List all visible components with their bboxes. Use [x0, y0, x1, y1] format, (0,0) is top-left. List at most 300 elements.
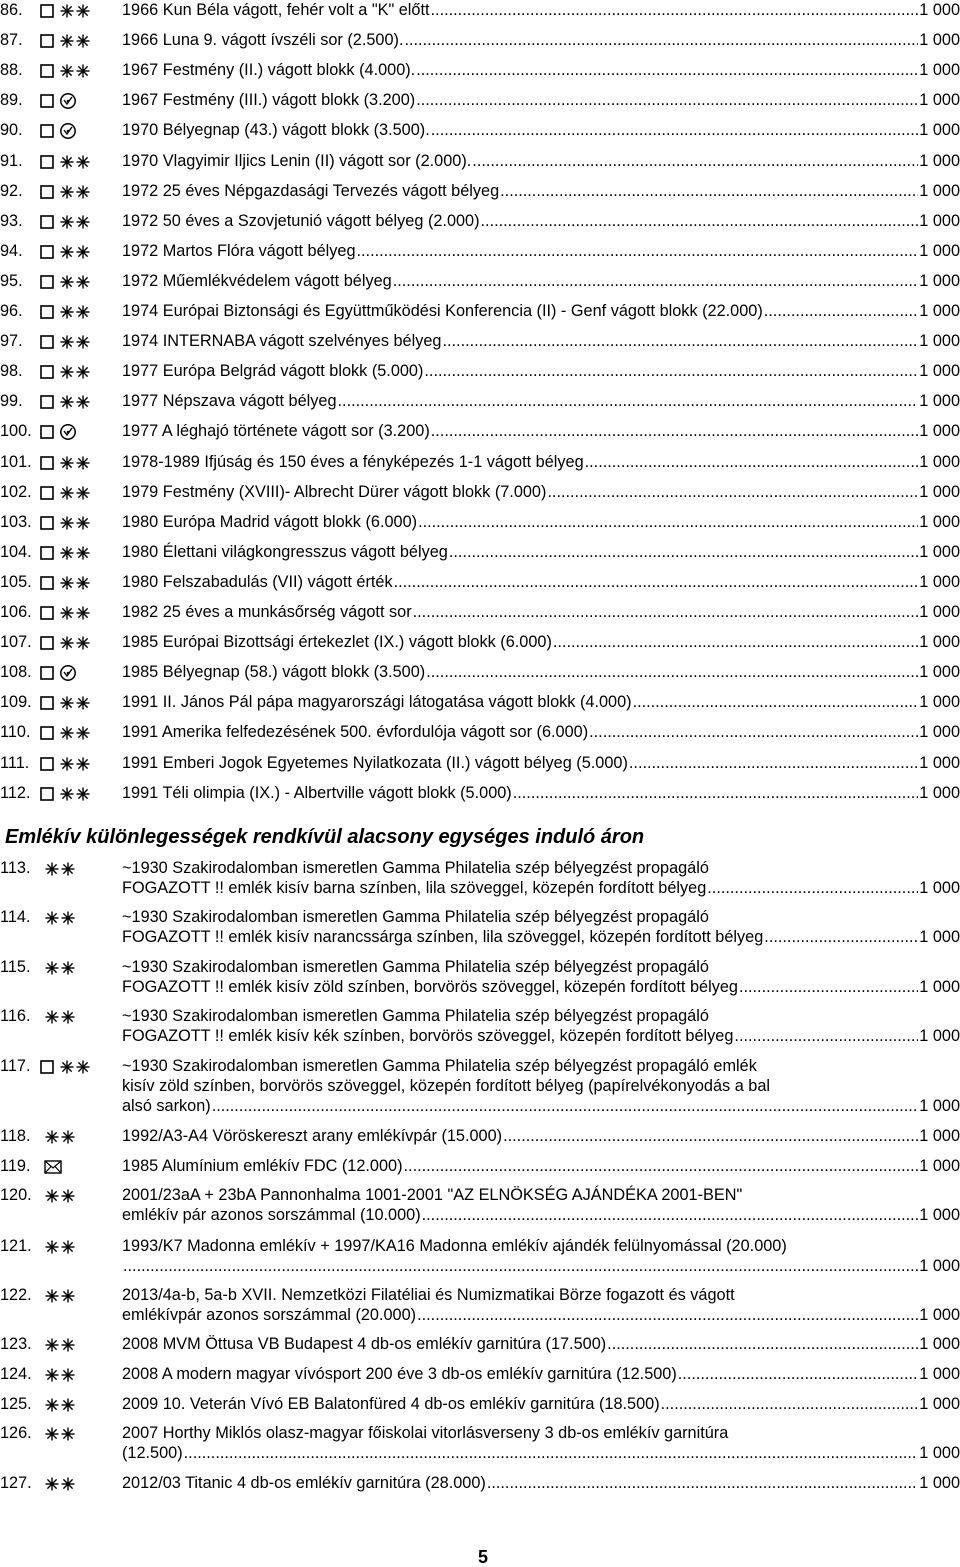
lot-price: 1 000 — [919, 453, 960, 471]
dot-leader — [426, 662, 918, 682]
lot-price: 1 000 — [919, 754, 960, 772]
lot-description-line: emlékív pár azonos sorszámmal (10.000) — [122, 1206, 421, 1224]
lot-price: 1 000 — [919, 422, 960, 440]
lot-description — [122, 1006, 960, 1046]
lot-number: 96. — [0, 302, 23, 320]
dot-leader — [547, 482, 918, 502]
lot-icons — [44, 1397, 78, 1413]
lot-description-line: 1978-1989 Ifjúság és 150 éves a fényképezés 1-1 vágott bélyeg — [122, 453, 584, 471]
lot-number: 102. — [0, 483, 32, 501]
lot-icons — [40, 695, 93, 711]
lot-icons — [44, 910, 78, 926]
lot-description — [122, 331, 960, 351]
cancelled-icon — [59, 122, 77, 140]
lot-price: 1 000 — [919, 242, 960, 260]
dot-leader — [184, 1443, 919, 1463]
dot-leader — [417, 1305, 918, 1325]
lot-price: 1 000 — [919, 543, 960, 561]
box-icon — [40, 245, 54, 259]
envelope-icon — [44, 1160, 62, 1174]
lot-description-line: 1993/K7 Madonna emlékív + 1997/KA16 Madonna emlékív ajándék felülnyomással (20.000) — [122, 1237, 787, 1255]
lot-price: 1 000 — [919, 603, 960, 621]
lot-price: 1 000 — [919, 91, 960, 109]
lot-description-line: 1972 Műemlékvédelem vágott bélyeg — [122, 272, 392, 290]
lot-description-line: 1985 Alumínium emlékív FDC (12.000) — [122, 1157, 403, 1175]
lot-icons — [40, 93, 77, 109]
dot-leader — [513, 783, 919, 803]
lot-description — [122, 783, 960, 803]
lot-icons — [44, 1188, 78, 1204]
mint-icon — [59, 304, 93, 320]
box-icon — [40, 335, 54, 349]
lot-icons — [40, 756, 93, 772]
mint-icon — [44, 910, 78, 926]
lot-description — [122, 572, 960, 592]
lot-icons — [40, 184, 93, 200]
lot-icons — [44, 1129, 78, 1145]
lot-price: 1 000 — [919, 513, 960, 531]
lot-icons — [40, 635, 93, 651]
mint-icon — [44, 1129, 78, 1145]
lot-number: 109. — [0, 693, 32, 711]
lot-description-line: 2013/4a-b, 5a-b XVII. Nemzetközi Filatéliai és Numizmatikai Börze fogazott és vágott — [122, 1286, 735, 1304]
lot-price: 1 000 — [919, 332, 960, 350]
lot-icons — [44, 1426, 78, 1442]
lot-price: 1 000 — [919, 784, 960, 802]
box-icon — [40, 215, 54, 229]
box-icon — [40, 155, 54, 169]
lot-price: 1 000 — [919, 61, 960, 79]
lot-description — [122, 1394, 960, 1414]
mint-icon — [59, 63, 93, 79]
lot-icons — [40, 455, 93, 471]
lot-description-line: 1979 Festmény (XVIII)- Albrecht Dürer vágott blokk (7.000) — [122, 483, 547, 501]
dot-leader — [585, 452, 919, 472]
lot-icons — [40, 33, 93, 49]
lot-number: 86. — [0, 1, 23, 19]
lot-description — [122, 482, 960, 502]
lot-price: 1 000 — [919, 1257, 960, 1275]
lot-icons — [40, 214, 93, 230]
box-icon — [40, 395, 54, 409]
lot-icons — [40, 274, 93, 290]
lot-description-line: 1970 Vlagyimir Iljics Lenin (II) vágott sor (2.000). — [122, 152, 472, 170]
mint-icon — [44, 1239, 78, 1255]
lot-description — [122, 0, 960, 20]
mint-icon — [59, 515, 93, 531]
lot-icons — [44, 1288, 78, 1304]
lot-description — [122, 632, 960, 652]
lot-number: 93. — [0, 212, 23, 230]
lot-description-line: 2012/03 Titanic 4 db-os emlékív garnitúra (28.000) — [122, 1474, 486, 1492]
lot-number: 113. — [0, 859, 31, 877]
lot-number: 91. — [0, 152, 23, 170]
lot-price: 1 000 — [919, 483, 960, 501]
dot-leader — [707, 878, 918, 898]
lot-icons — [40, 244, 93, 260]
lot-description — [122, 271, 960, 291]
dot-leader — [422, 1205, 919, 1225]
mint-icon — [59, 334, 93, 350]
lot-number: 89. — [0, 91, 23, 109]
lot-description-line: 2008 A modern magyar vívósport 200 éve 3 db-os emlékív garnitúra (12.500) — [122, 1365, 677, 1383]
mint-icon — [59, 485, 93, 501]
lot-description-line: 1980 Európa Madrid vágott blokk (6.000) — [122, 513, 418, 531]
lot-description-line: 1991 Emberi Jogok Egyetemes Nyilatkozata (II.) vágott bélyeg (5.000) — [122, 754, 628, 772]
lot-description-line: 2009 10. Veterán Vívó EB Balatonfüred 4 db-os emlékív garnitúra (18.500) — [122, 1395, 660, 1413]
lot-description-line: ~1930 Szakirodalomban ismeretlen Gamma Philatelia szép bélyegzést propagáló — [122, 958, 709, 976]
dot-leader — [413, 602, 919, 622]
lot-icons — [44, 1239, 78, 1255]
lot-description-line: ~1930 Szakirodalomban ismeretlen Gamma Philatelia szép bélyegzést propagáló — [122, 859, 709, 877]
lot-description-line: 1991 Amerika felfedezésének 500. évfordulója vágott sor (6.000) — [122, 723, 589, 741]
mint-icon — [44, 1476, 78, 1492]
lot-description — [122, 1473, 960, 1493]
lot-description-line: 2008 MVM Öttusa VB Budapest 4 db-os emlékív garnitúra (17.500) — [122, 1335, 607, 1353]
lot-icons — [40, 304, 93, 320]
box-icon — [40, 4, 54, 18]
lot-description — [122, 120, 960, 140]
lot-icons — [40, 575, 93, 591]
lot-icons — [40, 665, 77, 681]
dot-leader — [481, 211, 919, 231]
lot-number: 117. — [0, 1057, 31, 1075]
lot-description — [122, 30, 960, 50]
lot-price: 1 000 — [919, 1206, 960, 1224]
lot-number: 126. — [0, 1424, 32, 1442]
lot-description — [122, 542, 960, 562]
lot-icons — [40, 123, 77, 139]
box-icon — [40, 726, 54, 740]
lot-description-line: 1982 25 éves a munkásőrség vágott sor — [122, 603, 412, 621]
dot-leader — [633, 692, 919, 712]
mint-icon — [59, 635, 93, 651]
dot-leader — [212, 1096, 919, 1116]
lot-description — [122, 1364, 960, 1384]
lot-description-line: 1970 Bélyegnap (43.) vágott blokk (3.500). — [122, 121, 430, 139]
dot-leader — [393, 271, 919, 291]
lot-price: 1 000 — [919, 573, 960, 591]
lot-price: 1 000 — [919, 182, 960, 200]
lot-description — [122, 151, 960, 171]
lot-icons — [40, 725, 93, 741]
lot-description — [122, 1126, 960, 1146]
lot-price: 1 000 — [919, 663, 960, 681]
lot-price: 1 000 — [919, 1335, 960, 1353]
lot-number: 106. — [0, 603, 32, 621]
lot-icons — [40, 334, 93, 350]
lot-description-line: alsó sarkon) — [122, 1097, 211, 1115]
lot-description-line: 1966 Kun Béla vágott, fehér volt a "K" előtt — [122, 1, 430, 19]
dot-leader — [553, 632, 918, 652]
lot-number: 108. — [0, 663, 32, 681]
lot-number: 119. — [0, 1157, 31, 1175]
mint-icon — [44, 1367, 78, 1383]
lot-number: 100. — [0, 422, 32, 440]
mint-icon — [44, 1397, 78, 1413]
dot-leader — [449, 542, 918, 562]
dot-leader — [416, 60, 918, 80]
lot-icons — [44, 1476, 78, 1492]
dot-leader — [487, 1473, 918, 1493]
lot-description — [122, 241, 960, 261]
lot-price: 1 000 — [919, 31, 960, 49]
dot-leader — [734, 1026, 918, 1046]
mint-icon — [59, 575, 93, 591]
lot-description-line: ~1930 Szakirodalomban ismeretlen Gamma Philatelia szép bélyegzést propagáló — [122, 908, 709, 926]
lot-price: 1 000 — [919, 362, 960, 380]
lot-description-line: 1974 Európai Biztonsági és Együttműködési Konferencia (II) - Genf vágott blokk (22.000) — [122, 302, 763, 320]
lot-description — [122, 421, 960, 441]
lot-price: 1 000 — [919, 1474, 960, 1492]
lot-description-line: 1980 Élettani világkongresszus vágott bélyeg — [122, 543, 448, 561]
lot-price: 1 000 — [919, 1027, 960, 1045]
lot-description — [122, 512, 960, 532]
lot-description — [122, 90, 960, 110]
lot-description-line: FOGAZOTT !! emlék kisív zöld színben, borvörös szöveggel, közepén fordított bélyeg — [122, 978, 738, 996]
lot-icons — [40, 545, 93, 561]
box-icon — [40, 64, 54, 78]
lot-description-line: 1974 INTERNABA vágott szelvényes bélyeg — [122, 332, 442, 350]
lot-number: 116. — [0, 1007, 31, 1025]
lot-description-line: ~1930 Szakirodalomban ismeretlen Gamma Philatelia szép bélyegzést propagáló — [122, 1007, 709, 1025]
lot-description — [122, 722, 960, 742]
box-icon — [40, 516, 54, 530]
lot-description-line: 1985 Bélyegnap (58.) vágott blokk (3.500) — [122, 663, 426, 681]
dot-leader — [357, 241, 919, 261]
lot-description-line: kisív zöld színben, borvörös szöveggel, közepén fordított bélyeg (papírelvékonyodás a bal — [122, 1077, 771, 1095]
mint-icon — [44, 1426, 78, 1442]
cancelled-icon — [59, 92, 77, 110]
lot-price: 1 000 — [919, 1097, 960, 1115]
lot-icons — [40, 364, 93, 380]
dot-leader — [739, 977, 918, 997]
lot-number: 98. — [0, 362, 23, 380]
lot-description-line: 1977 A léghajó története vágott sor (3.200) — [122, 422, 430, 440]
lot-number: 99. — [0, 392, 23, 410]
mint-icon — [44, 1337, 78, 1353]
lot-number: 120. — [0, 1186, 32, 1204]
mint-icon — [44, 861, 78, 877]
lot-icons — [40, 485, 93, 501]
lot-price: 1 000 — [919, 1127, 960, 1145]
lot-description — [122, 753, 960, 773]
lot-description — [122, 858, 960, 898]
lot-description-line: FOGAZOTT !! emlék kisív barna színben, lila szöveggel, közepén fordított bélyeg — [122, 879, 707, 897]
lot-description — [122, 1334, 960, 1354]
lot-description-line: FOGAZOTT !! emlék kisív narancssárga színben, lila szöveggel, közepén fordított bélyeg — [122, 928, 764, 946]
box-icon — [40, 787, 54, 801]
lot-description-line: 1966 Luna 9. vágott ívszéli sor (2.500). — [122, 31, 404, 49]
dot-leader — [442, 331, 918, 351]
lot-number: 90. — [0, 121, 23, 139]
lot-icons — [40, 3, 93, 19]
lot-price: 1 000 — [919, 1395, 960, 1413]
cancelled-icon — [59, 423, 77, 441]
lot-price: 1 000 — [919, 978, 960, 996]
lot-number: 107. — [0, 633, 32, 651]
mint-icon — [59, 3, 93, 19]
box-icon — [40, 305, 54, 319]
lot-description — [122, 662, 960, 682]
lot-icons — [40, 515, 93, 531]
dot-leader — [661, 1394, 919, 1414]
dot-leader — [589, 722, 918, 742]
box-icon — [40, 1060, 54, 1074]
mint-icon — [44, 1009, 78, 1025]
lot-price: 1 000 — [919, 1157, 960, 1175]
lot-icons — [44, 960, 78, 976]
lot-number: 122. — [0, 1286, 32, 1304]
lot-icons — [40, 394, 93, 410]
page-number: 5 — [478, 1547, 489, 1567]
lot-icons — [40, 154, 93, 170]
dot-leader — [404, 1156, 919, 1176]
lot-number: 87. — [0, 31, 23, 49]
lot-description — [122, 1423, 960, 1463]
box-icon — [40, 757, 54, 771]
mint-icon — [59, 1059, 93, 1075]
lot-number: 121. — [0, 1237, 32, 1255]
dot-leader — [431, 0, 919, 20]
lot-description — [122, 361, 960, 381]
dot-leader — [416, 90, 918, 110]
mint-icon — [59, 786, 93, 802]
dot-leader — [431, 120, 919, 140]
dot-leader — [678, 1364, 918, 1384]
dot-leader — [424, 361, 918, 381]
lot-description-line: 1967 Festmény (II.) vágott blokk (4.000). — [122, 61, 416, 79]
dot-leader — [629, 753, 918, 773]
lot-description-line: 1991 II. János Pál pápa magyarországi látogatása vágott blokk (4.000) — [122, 693, 632, 711]
dot-leader — [404, 30, 918, 50]
lot-icons — [40, 1059, 93, 1075]
lot-number: 103. — [0, 513, 32, 531]
lot-description — [122, 181, 960, 201]
lot-description-line: 1972 50 éves a Szovjetunió vágott bélyeg (2.000) — [122, 212, 480, 230]
lot-description — [122, 602, 960, 622]
lot-description — [122, 301, 960, 321]
lot-number: 94. — [0, 242, 23, 260]
lot-description-line: 2007 Horthy Miklós olasz-magyar főiskolai vitorlásverseny 3 db-os emlékív garnitúra — [122, 1424, 729, 1442]
lot-price: 1 000 — [919, 392, 960, 410]
lot-description — [122, 391, 960, 411]
lot-price: 1 000 — [919, 1444, 960, 1462]
lot-description-line: FOGAZOTT !! emlék kisív kék színben, borvörös szöveggel, közepén fordított bélyeg — [122, 1027, 734, 1045]
lot-description-line: emlékívpár azonos sorszámmal (20.000) — [122, 1306, 417, 1324]
box-icon — [40, 456, 54, 470]
lot-description-line: 2001/23aA + 23bA Pannonhalma 1001-2001 "AZ ELNÖKSÉG AJÁNDÉKA 2001-BEN" — [122, 1186, 743, 1204]
lot-number: 110. — [0, 723, 31, 741]
dot-leader — [764, 301, 919, 321]
mint-icon — [59, 695, 93, 711]
box-icon — [40, 94, 54, 108]
mint-icon — [59, 244, 93, 260]
mint-icon — [59, 725, 93, 741]
lot-price: 1 000 — [919, 302, 960, 320]
lot-price: 1 000 — [919, 1, 960, 19]
lot-icons — [44, 1337, 78, 1353]
lot-number: 112. — [0, 784, 31, 802]
box-icon — [40, 365, 54, 379]
lot-number: 114. — [0, 908, 31, 926]
lot-price: 1 000 — [919, 1365, 960, 1383]
box-icon — [40, 425, 54, 439]
lot-number: 127. — [0, 1474, 32, 1492]
box-icon — [40, 666, 54, 680]
lot-number: 88. — [0, 61, 23, 79]
lot-number: 104. — [0, 543, 32, 561]
mint-icon — [59, 364, 93, 380]
box-icon — [40, 606, 54, 620]
lot-number: 111. — [0, 754, 30, 772]
lot-description — [122, 1185, 960, 1225]
lot-description — [122, 1056, 960, 1116]
dot-leader — [500, 181, 918, 201]
box-icon — [40, 696, 54, 710]
mint-icon — [44, 960, 78, 976]
lot-description-line: 1972 Martos Flóra vágott bélyeg — [122, 242, 356, 260]
mint-icon — [59, 184, 93, 200]
lot-price: 1 000 — [919, 1306, 960, 1324]
dot-leader — [764, 927, 918, 947]
lot-price: 1 000 — [919, 272, 960, 290]
lot-description — [122, 907, 960, 947]
lot-price: 1 000 — [919, 121, 960, 139]
lot-number: 118. — [0, 1127, 31, 1145]
mint-icon — [59, 214, 93, 230]
box-icon — [40, 576, 54, 590]
box-icon — [40, 275, 54, 289]
dot-leader — [607, 1334, 918, 1354]
mint-icon — [59, 154, 93, 170]
lot-price: 1 000 — [919, 928, 960, 946]
lot-description — [122, 211, 960, 231]
mint-icon — [59, 274, 93, 290]
lot-price: 1 000 — [919, 693, 960, 711]
lot-description-line: 1985 Európai Bizottsági értekezlet (IX.) vágott blokk (6.000) — [122, 633, 552, 651]
lot-number: 97. — [0, 332, 23, 350]
lot-description — [122, 452, 960, 472]
mint-icon — [44, 1288, 78, 1304]
lot-number: 123. — [0, 1335, 32, 1353]
mint-icon — [59, 455, 93, 471]
lot-number: 125. — [0, 1395, 32, 1413]
lot-price: 1 000 — [919, 633, 960, 651]
dot-leader — [418, 512, 918, 532]
lot-number: 105. — [0, 573, 32, 591]
lot-description-line: (12.500) — [122, 1444, 183, 1462]
box-icon — [40, 546, 54, 560]
lot-description — [122, 692, 960, 712]
lot-number: 115. — [0, 958, 31, 976]
lot-price: 1 000 — [919, 212, 960, 230]
dot-leader — [472, 151, 918, 171]
dot-leader — [123, 1256, 918, 1276]
box-icon — [40, 34, 54, 48]
lot-description-line: 1977 Népszava vágott bélyeg — [122, 392, 337, 410]
lot-description-line: 1980 Felszabadulás (VII) vágott érték — [122, 573, 393, 591]
lot-icons — [44, 861, 78, 877]
lot-description-line: 1992/A3-A4 Vöröskereszt arany emlékívpár (15.000) — [122, 1127, 503, 1145]
box-icon — [40, 486, 54, 500]
mint-icon — [59, 605, 93, 621]
lot-number: 101. — [0, 453, 32, 471]
box-icon — [40, 185, 54, 199]
lot-description-line: ~1930 Szakirodalomban ismeretlen Gamma Philatelia szép bélyegzést propagáló emlék — [122, 1057, 757, 1075]
lot-icons — [40, 786, 93, 802]
dot-leader — [338, 391, 919, 411]
